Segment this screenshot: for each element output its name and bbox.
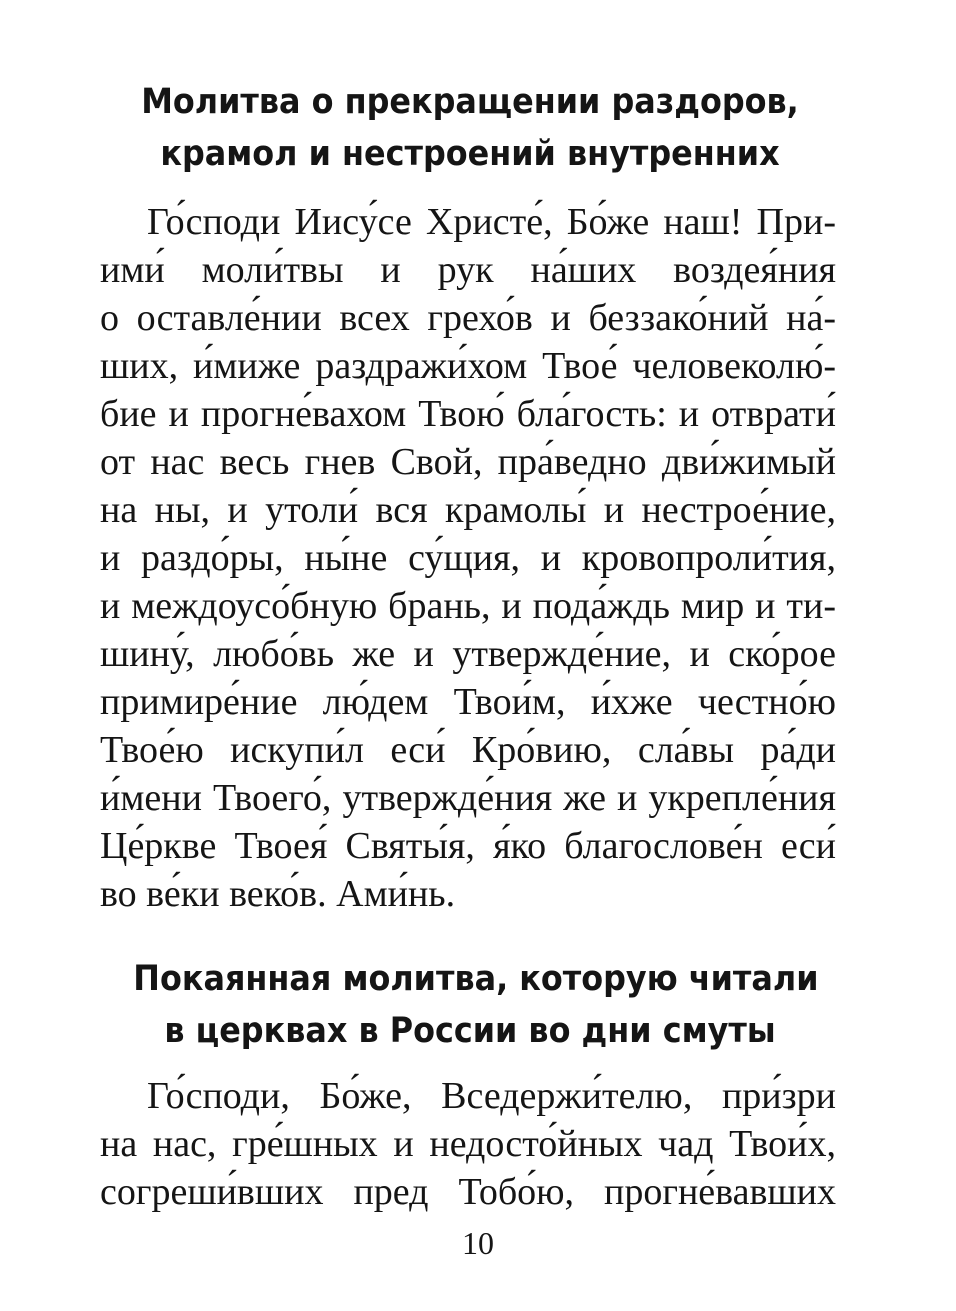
prayer-title-1 [133,76,806,180]
prayer-title-1-line-1: Молитва о прекращении раздоров, [141,82,799,122]
prayer-title-2 [133,953,819,1057]
text-line: Це́ркве Твоея́ Святы́я, я́ко благослове́н еси́ [100,825,836,867]
text-line: от нас весь гнев Свой, пра́ведно дви́жимый [100,441,836,483]
text-line: на ны, и утоли́ вся крамолы́ и нестрое́ние, [100,489,836,531]
text-line: на нас, гре́шных и недосто́йных чад Твои́х, [100,1123,836,1165]
text-line: Го́споди, Бо́же, Вседержи́телю, при́зри [147,1075,836,1117]
text-line: примире́ние лю́дем Твои́м, и́хже честно́ю [100,681,836,723]
prayer-title-2-line-2: в церквах в России во дни смуты [164,1011,776,1051]
text-line: согреши́вших пред Тобо́ю, прогне́вавших [100,1171,836,1213]
text-line: во ве́ки веко́в. Ами́нь. [100,873,456,915]
prayer-text-1 [100,198,836,918]
text-line: и́мени Твоего́, утвержде́ния же и укрепле́ния [100,777,836,819]
prayer-text-2 [100,1072,836,1216]
page-number: 10 [462,1225,494,1261]
text-line: шину́, любо́вь же и утвержде́ние, и ско́рое [100,633,836,675]
text-line: Твое́ю искупи́л еси́ Кро́вию, сла́вы ра́ди [100,729,836,771]
prayer-title-2-line-1: Покаянная молитва, которую читали [133,959,819,999]
text-line: ими́ моли́твы и рук на́ших воздея́ния [100,249,836,291]
prayer-title-1-line-2: крамол и нестроений внутренних [160,134,780,174]
text-line: Го́споди Иису́се Христе́, Бо́же наш! При- [147,201,836,243]
text-line: ших, и́миже раздражи́хом Твое́ человеколю́- [100,345,836,387]
text-line: и раздо́ры, ны́не су́щия, и кровопроли́тия, [100,537,836,579]
text-line: о оставле́нии всех грехо́в и беззако́ний на́- [100,297,836,339]
text-line: и междоусо́бную брань, и пода́ждь мир и ти- [100,585,836,627]
text-line: бие и прогне́вахом Твою́ бла́гость: и отврати́ [100,393,836,435]
